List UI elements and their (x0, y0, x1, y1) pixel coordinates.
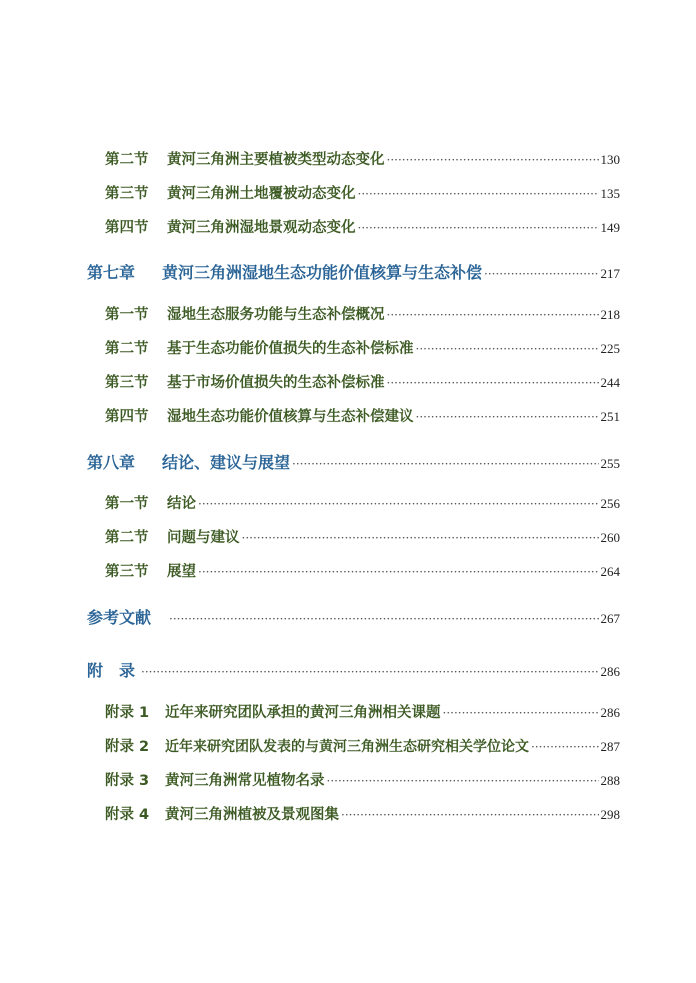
toc-title: 黄河三角洲植被及景观图集 (165, 807, 339, 823)
toc-title: 问题与建议 (167, 530, 240, 546)
toc-page-number: 217 (600, 266, 620, 281)
toc-appendix-number: 附录 3 (105, 773, 150, 789)
toc-title: 湿地生态服务功能与生态补偿概况 (167, 307, 385, 323)
toc-entry[interactable] (105, 216, 620, 240)
dot-leader (292, 452, 598, 476)
toc-appendix-number: 附录 4 (105, 807, 150, 823)
toc-page-number: 286 (600, 705, 620, 720)
toc-page-number: 135 (600, 186, 620, 201)
toc-title: 黄河三角洲常见植物名录 (165, 773, 325, 789)
dot-leader (358, 182, 599, 206)
dot-leader (443, 701, 599, 725)
toc-page-number: 264 (600, 564, 620, 579)
toc-section-number: 第二节 (105, 530, 149, 546)
toc-entry[interactable] (105, 803, 620, 827)
toc-chapter-number: 参考文献 (87, 608, 152, 627)
toc-page-number: 286 (600, 664, 620, 679)
toc-section-number: 第一节 (105, 307, 149, 323)
toc-title: 近年来研究团队承担的黄河三角洲相关课题 (165, 705, 441, 721)
toc-title: 黄河三角洲湿地景观动态变化 (167, 220, 356, 236)
toc-appendix-number: 附录 2 (105, 739, 150, 755)
dot-leader (387, 148, 599, 172)
dot-leader (416, 405, 599, 429)
toc-entry[interactable] (105, 303, 620, 327)
toc-entry[interactable] (105, 405, 620, 429)
toc-page-number: 267 (600, 611, 620, 626)
toc-entry[interactable] (105, 701, 620, 725)
toc-chapter-number: 第八章 (87, 453, 136, 472)
toc-page-number: 255 (600, 456, 620, 471)
toc-entry[interactable] (105, 492, 620, 516)
toc-section-number: 第二节 (105, 152, 149, 168)
toc-section-number: 第一节 (105, 496, 149, 512)
dot-leader (387, 303, 599, 327)
dot-leader (198, 492, 599, 516)
toc-chapter-number: 附 录 (87, 661, 136, 680)
toc-entry[interactable] (105, 371, 620, 395)
toc-chapter-entry[interactable] (87, 606, 620, 630)
toc-title: 黄河三角洲湿地生态功能价值核算与生态补偿 (162, 263, 483, 282)
toc-entry[interactable] (105, 769, 620, 793)
toc-entry[interactable] (105, 560, 620, 584)
toc-page-number: 288 (600, 773, 620, 788)
toc-entry[interactable] (105, 148, 620, 172)
toc-section-number: 第四节 (105, 220, 149, 236)
toc-page-number: 260 (600, 530, 620, 545)
toc-title: 结论 (167, 496, 196, 512)
toc-appendix-number: 附录 1 (105, 705, 150, 721)
toc-chapter-entry[interactable] (87, 261, 620, 285)
toc-entry[interactable] (105, 337, 620, 361)
dot-leader (358, 216, 599, 240)
toc-section-number: 第四节 (105, 409, 149, 425)
dot-leader (484, 262, 598, 286)
toc-section-number: 第三节 (105, 375, 149, 391)
toc-section-number: 第三节 (105, 564, 149, 580)
dot-leader (198, 560, 599, 584)
toc-title: 湿地生态功能价值核算与生态补偿建议 (167, 409, 414, 425)
toc-title: 近年来研究团队发表的与黄河三角洲生态研究相关学位论文 (165, 739, 529, 755)
toc-chapter-entry[interactable] (87, 451, 620, 475)
toc-title: 黄河三角洲土地覆被动态变化 (167, 186, 356, 202)
toc-page-number: 130 (600, 152, 620, 167)
toc-section-number: 第三节 (105, 186, 149, 202)
toc-chapter-entry[interactable] (87, 659, 620, 683)
toc-page-number: 256 (600, 496, 620, 511)
toc-title: 展望 (167, 564, 196, 580)
toc-page-number: 287 (600, 739, 620, 754)
toc-entry[interactable] (105, 526, 620, 550)
dot-leader (416, 337, 599, 361)
toc-entry[interactable] (105, 182, 620, 206)
toc-page-number: 298 (600, 807, 620, 822)
toc-page-number: 225 (600, 341, 620, 356)
toc-title: 黄河三角洲主要植被类型动态变化 (167, 152, 385, 168)
toc-page-number: 251 (600, 409, 620, 424)
toc-title: 结论、建议与展望 (162, 453, 291, 472)
toc-page-number: 218 (600, 307, 620, 322)
toc-page-number: 149 (600, 220, 620, 235)
toc-section-number: 第二节 (105, 341, 149, 357)
dot-leader (531, 735, 599, 759)
toc-entry[interactable] (105, 735, 620, 759)
dot-leader (169, 607, 599, 631)
dot-leader (341, 803, 599, 827)
toc-title: 基于生态功能价值损失的生态补偿标准 (167, 341, 414, 357)
dot-leader (387, 371, 599, 395)
toc-chapter-number: 第七章 (87, 263, 136, 282)
toc-title: 基于市场价值损失的生态补偿标准 (167, 375, 385, 391)
dot-leader (327, 769, 599, 793)
toc-page-number: 244 (600, 375, 620, 390)
dot-leader (141, 660, 599, 684)
dot-leader (242, 526, 599, 550)
